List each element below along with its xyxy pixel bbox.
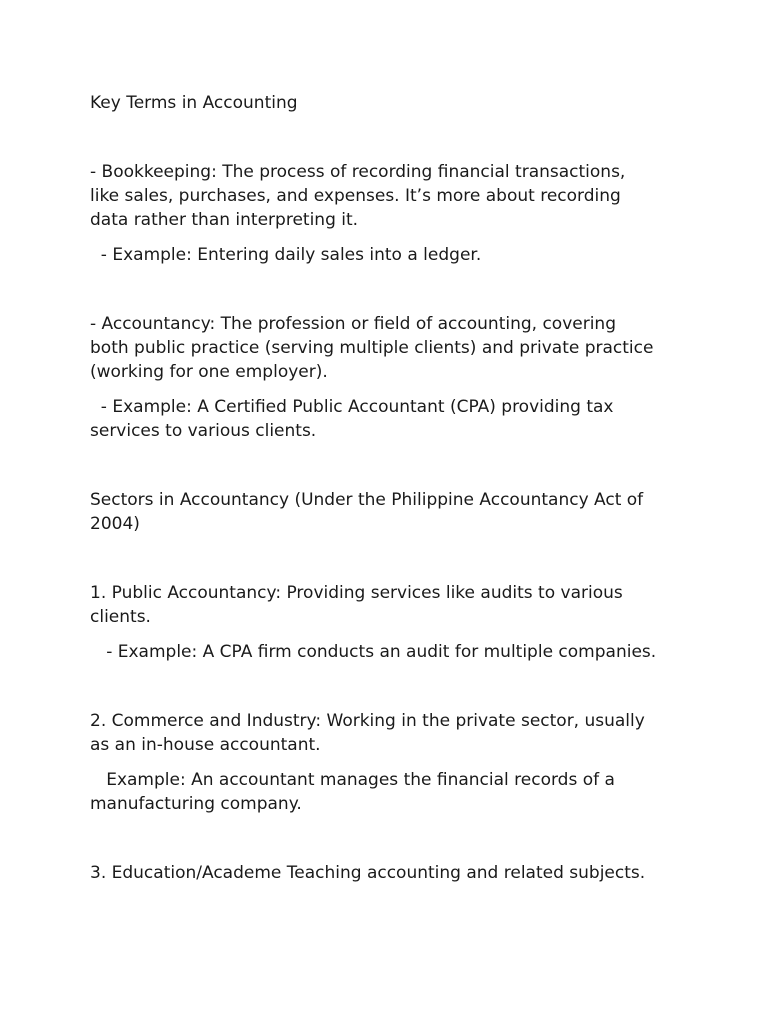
- accountancy-example-1: - Example: A Certified Public Accountant (CPA) providing tax: [90, 397, 614, 417]
- accountancy-line-3: (working for one employer).: [90, 362, 328, 382]
- accountancy-line-2: both public practice (serving multiple clients) and private practice: [90, 338, 654, 358]
- bookkeeping-line-2: like sales, purchases, and expenses. It’s more about recording: [90, 186, 621, 206]
- public-accountancy-example: - Example: A CPA firm conducts an audit for multiple companies.: [90, 642, 657, 662]
- accountancy-line-1: - Accountancy: The profession or field of accounting, covering: [90, 314, 616, 334]
- public-accountancy-line-2: clients.: [90, 607, 151, 627]
- bookkeeping-line-1: - Bookkeeping: The process of recording financial transactions,: [90, 162, 626, 182]
- bookkeeping-example: - Example: Entering daily sales into a ledger.: [90, 245, 482, 265]
- education-line-1: 3. Education/Academe Teaching accounting and related subjects.: [90, 863, 646, 883]
- commerce-industry-example-2: manufacturing company.: [90, 794, 302, 814]
- heading-key-terms: Key Terms in Accounting: [90, 93, 298, 113]
- accountancy-example-2: services to various clients.: [90, 421, 317, 441]
- bookkeeping-line-3: data rather than interpreting it.: [90, 210, 359, 230]
- public-accountancy-line-1: 1. Public Accountancy: Providing services like audits to various: [90, 583, 623, 603]
- commerce-industry-line-1: 2. Commerce and Industry: Working in the private sector, usually: [90, 711, 645, 731]
- commerce-industry-line-2: as an in-house accountant.: [90, 735, 321, 755]
- commerce-industry-example-1: Example: An accountant manages the financial records of a: [90, 770, 615, 790]
- sectors-heading-line-1: Sectors in Accountancy (Under the Philippine Accountancy Act of: [90, 490, 644, 510]
- sectors-heading-line-2: 2004): [90, 514, 140, 534]
